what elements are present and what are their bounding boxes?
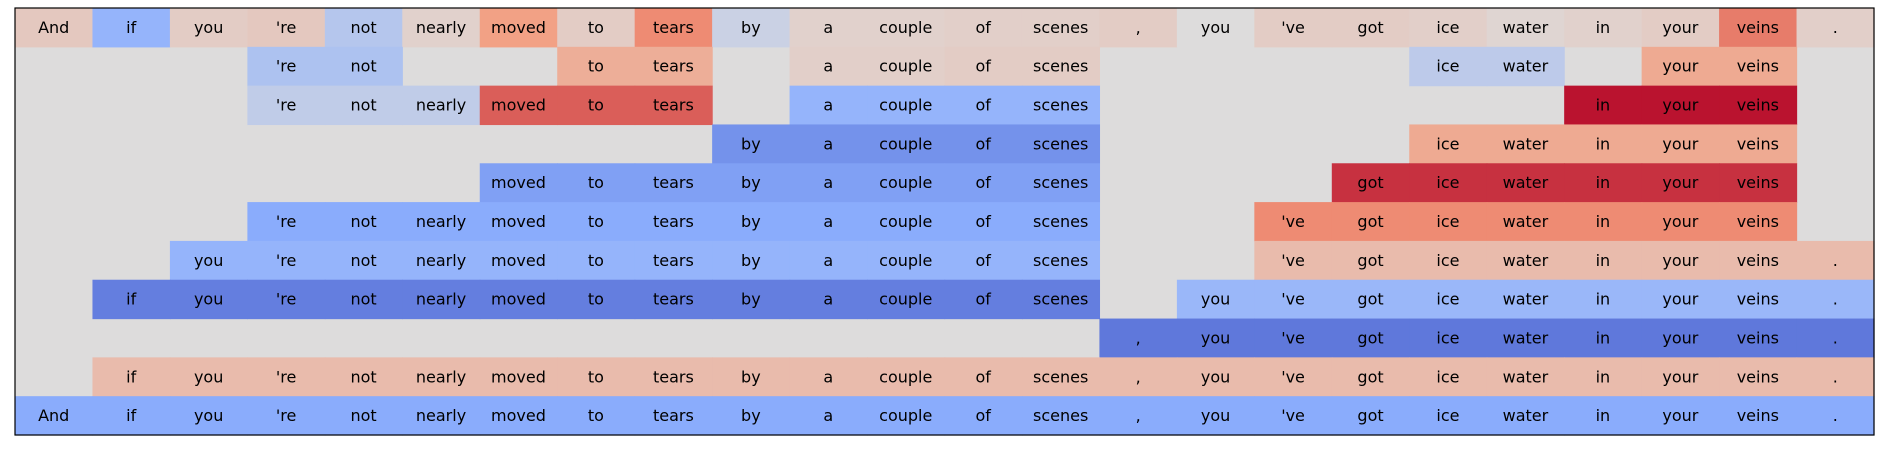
- token-label: a: [823, 406, 834, 426]
- token-label: ice: [1436, 406, 1460, 426]
- token-label: veins: [1736, 134, 1779, 154]
- token-label: by: [741, 289, 761, 309]
- token-label: got: [1357, 250, 1384, 270]
- token-label: couple: [879, 289, 933, 309]
- token-label: couple: [879, 56, 933, 76]
- token-label: not: [350, 289, 377, 309]
- token-label: 've: [1281, 367, 1305, 387]
- token-label: of: [975, 173, 991, 193]
- token-label: ice: [1436, 367, 1460, 387]
- token-label: nearly: [415, 17, 467, 37]
- token-label: tears: [652, 289, 694, 309]
- token-label: veins: [1736, 367, 1779, 387]
- token-label: ice: [1436, 56, 1460, 76]
- token-label: couple: [879, 17, 933, 37]
- token-label: tears: [652, 17, 694, 37]
- token-label: .: [1832, 367, 1838, 387]
- token-label: in: [1595, 212, 1611, 231]
- token-label: of: [975, 95, 991, 115]
- token-label: 've: [1281, 289, 1305, 309]
- token-label: 've: [1281, 250, 1305, 270]
- token-label: got: [1357, 212, 1384, 231]
- token-label: your: [1662, 212, 1699, 231]
- token-label: 're: [275, 367, 297, 387]
- token-label: by: [741, 367, 761, 387]
- token-label: 're: [275, 212, 297, 231]
- token-label: moved: [491, 289, 546, 309]
- token-label: ,: [1135, 406, 1141, 426]
- token-label: you: [1200, 328, 1231, 348]
- token-label: moved: [491, 212, 546, 231]
- token-label: in: [1595, 250, 1611, 270]
- token-label: scenes: [1033, 212, 1089, 231]
- token-label: a: [823, 173, 834, 193]
- token-label: your: [1662, 95, 1699, 115]
- token-label: water: [1502, 406, 1549, 426]
- token-label: .: [1832, 406, 1838, 426]
- token-label: moved: [491, 406, 546, 426]
- token-label: in: [1595, 134, 1611, 154]
- token-label: of: [975, 212, 991, 231]
- token-label: you: [193, 250, 224, 270]
- token-label: your: [1662, 173, 1699, 193]
- token-label: tears: [652, 95, 694, 115]
- token-label: scenes: [1033, 56, 1089, 76]
- token-label: you: [193, 367, 224, 387]
- token-label: 're: [275, 17, 297, 37]
- token-label: 're: [275, 289, 297, 309]
- token-label: 've: [1281, 328, 1305, 348]
- token-label: your: [1662, 289, 1699, 309]
- token-label: nearly: [415, 95, 467, 115]
- token-label: scenes: [1033, 17, 1089, 37]
- token-label: a: [823, 95, 834, 115]
- token-label: your: [1662, 367, 1699, 387]
- token-label: your: [1662, 17, 1699, 37]
- token-label: veins: [1736, 289, 1779, 309]
- token-label: got: [1357, 406, 1384, 426]
- token-label: ice: [1436, 173, 1460, 193]
- token-label: veins: [1736, 17, 1779, 37]
- token-label: if: [126, 17, 137, 37]
- token-label: in: [1595, 406, 1611, 426]
- token-label: water: [1502, 17, 1549, 37]
- token-label: not: [350, 250, 377, 270]
- token-label: ice: [1436, 328, 1460, 348]
- token-label: if: [126, 289, 137, 309]
- token-label: got: [1357, 289, 1384, 309]
- token-label: scenes: [1033, 250, 1089, 270]
- token-label: veins: [1736, 95, 1779, 115]
- token-label: in: [1595, 95, 1611, 115]
- token-label: to: [587, 289, 604, 309]
- token-label: nearly: [415, 406, 467, 426]
- token-label: veins: [1736, 406, 1779, 426]
- token-label: you: [1200, 406, 1231, 426]
- token-label: to: [587, 250, 604, 270]
- token-label: to: [587, 212, 604, 231]
- token-label: ice: [1436, 134, 1460, 154]
- token-label: ,: [1135, 367, 1141, 387]
- token-label: got: [1357, 173, 1384, 193]
- token-label: in: [1595, 328, 1611, 348]
- token-label: a: [823, 134, 834, 154]
- token-label: veins: [1736, 173, 1779, 193]
- token-label: couple: [879, 406, 933, 426]
- token-label: tears: [652, 56, 694, 76]
- token-label: not: [350, 17, 377, 37]
- token-label: a: [823, 250, 834, 270]
- token-label: And: [38, 17, 70, 37]
- token-label: ,: [1135, 17, 1141, 37]
- token-label: couple: [879, 173, 933, 193]
- token-label: 've: [1281, 212, 1305, 231]
- token-label: veins: [1736, 250, 1779, 270]
- token-label: .: [1832, 328, 1838, 348]
- token-label: of: [975, 56, 991, 76]
- token-label: water: [1502, 173, 1549, 193]
- token-label: water: [1502, 56, 1549, 76]
- token-label: got: [1357, 17, 1384, 37]
- token-label: a: [823, 212, 834, 231]
- token-label: in: [1595, 289, 1611, 309]
- token-label: by: [741, 212, 761, 231]
- token-label: of: [975, 367, 991, 387]
- token-label: 're: [275, 406, 297, 426]
- token-label: by: [741, 406, 761, 426]
- token-label: you: [1200, 17, 1231, 37]
- token-label: to: [587, 17, 604, 37]
- token-label: if: [126, 367, 137, 387]
- token-label: nearly: [415, 250, 467, 270]
- token-label: a: [823, 289, 834, 309]
- token-label: veins: [1736, 328, 1779, 348]
- token-label: by: [741, 250, 761, 270]
- token-label: moved: [491, 250, 546, 270]
- token-label: your: [1662, 56, 1699, 76]
- token-label: not: [350, 212, 377, 231]
- token-label: 're: [275, 250, 297, 270]
- token-label: scenes: [1033, 367, 1089, 387]
- token-label: water: [1502, 328, 1549, 348]
- token-label: moved: [491, 173, 546, 193]
- token-label: of: [975, 134, 991, 154]
- token-label: if: [126, 406, 137, 426]
- token-label: a: [823, 367, 834, 387]
- token-label: couple: [879, 95, 933, 115]
- token-label: of: [975, 250, 991, 270]
- token-label: to: [587, 95, 604, 115]
- token-label: got: [1357, 328, 1384, 348]
- token-label: not: [350, 367, 377, 387]
- token-label: ice: [1436, 289, 1460, 309]
- token-label: nearly: [415, 212, 467, 231]
- token-label: in: [1595, 173, 1611, 193]
- token-label: not: [350, 56, 377, 76]
- token-label: couple: [879, 367, 933, 387]
- token-label: you: [1200, 289, 1231, 309]
- token-label: to: [587, 406, 604, 426]
- token-label: a: [823, 17, 834, 37]
- token-label: tears: [652, 250, 694, 270]
- token-label: couple: [879, 212, 933, 231]
- token-label: ice: [1436, 212, 1460, 231]
- token-label: ,: [1135, 328, 1141, 348]
- token-label: to: [587, 173, 604, 193]
- token-label: to: [587, 367, 604, 387]
- token-label: .: [1832, 250, 1838, 270]
- token-label: by: [741, 17, 761, 37]
- token-label: tears: [652, 367, 694, 387]
- token-label: ice: [1436, 250, 1460, 270]
- token-label: of: [975, 406, 991, 426]
- token-label: you: [193, 406, 224, 426]
- token-label: nearly: [415, 289, 467, 309]
- token-label: tears: [652, 212, 694, 231]
- token-label: nearly: [415, 367, 467, 387]
- token-label: of: [975, 17, 991, 37]
- token-label: scenes: [1033, 173, 1089, 193]
- token-label: not: [350, 95, 377, 115]
- token-label: water: [1502, 289, 1549, 309]
- token-label: scenes: [1033, 95, 1089, 115]
- token-label: water: [1502, 212, 1549, 231]
- token-label: scenes: [1033, 289, 1089, 309]
- token-label: water: [1502, 367, 1549, 387]
- token-label: 're: [275, 56, 297, 76]
- token-label: ice: [1436, 17, 1460, 37]
- token-label: water: [1502, 250, 1549, 270]
- token-label: by: [741, 173, 761, 193]
- token-label: 've: [1281, 406, 1305, 426]
- token-label: 've: [1281, 17, 1305, 37]
- token-label: moved: [491, 95, 546, 115]
- token-label: moved: [491, 17, 546, 37]
- token-label: in: [1595, 17, 1611, 37]
- token-label: couple: [879, 250, 933, 270]
- token-label: not: [350, 406, 377, 426]
- token-label: 're: [275, 95, 297, 115]
- token-label: you: [1200, 367, 1231, 387]
- token-label: to: [587, 56, 604, 76]
- token-label: scenes: [1033, 134, 1089, 154]
- token-label: .: [1832, 17, 1838, 37]
- token-label: by: [741, 134, 761, 154]
- token-label: moved: [491, 367, 546, 387]
- token-label: you: [193, 17, 224, 37]
- token-label: your: [1662, 250, 1699, 270]
- token-label: scenes: [1033, 406, 1089, 426]
- token-label: of: [975, 289, 991, 309]
- token-label: And: [38, 406, 70, 426]
- token-label: in: [1595, 367, 1611, 387]
- token-label: got: [1357, 367, 1384, 387]
- token-label: your: [1662, 134, 1699, 154]
- token-label: you: [193, 289, 224, 309]
- token-label: couple: [879, 134, 933, 154]
- token-label: veins: [1736, 56, 1779, 76]
- token-label: water: [1502, 134, 1549, 154]
- token-label: your: [1662, 328, 1699, 348]
- token-label: your: [1662, 406, 1699, 426]
- token-label: tears: [652, 406, 694, 426]
- token-label: tears: [652, 173, 694, 193]
- token-label: a: [823, 56, 834, 76]
- token-label: veins: [1736, 212, 1779, 231]
- token-label: .: [1832, 289, 1838, 309]
